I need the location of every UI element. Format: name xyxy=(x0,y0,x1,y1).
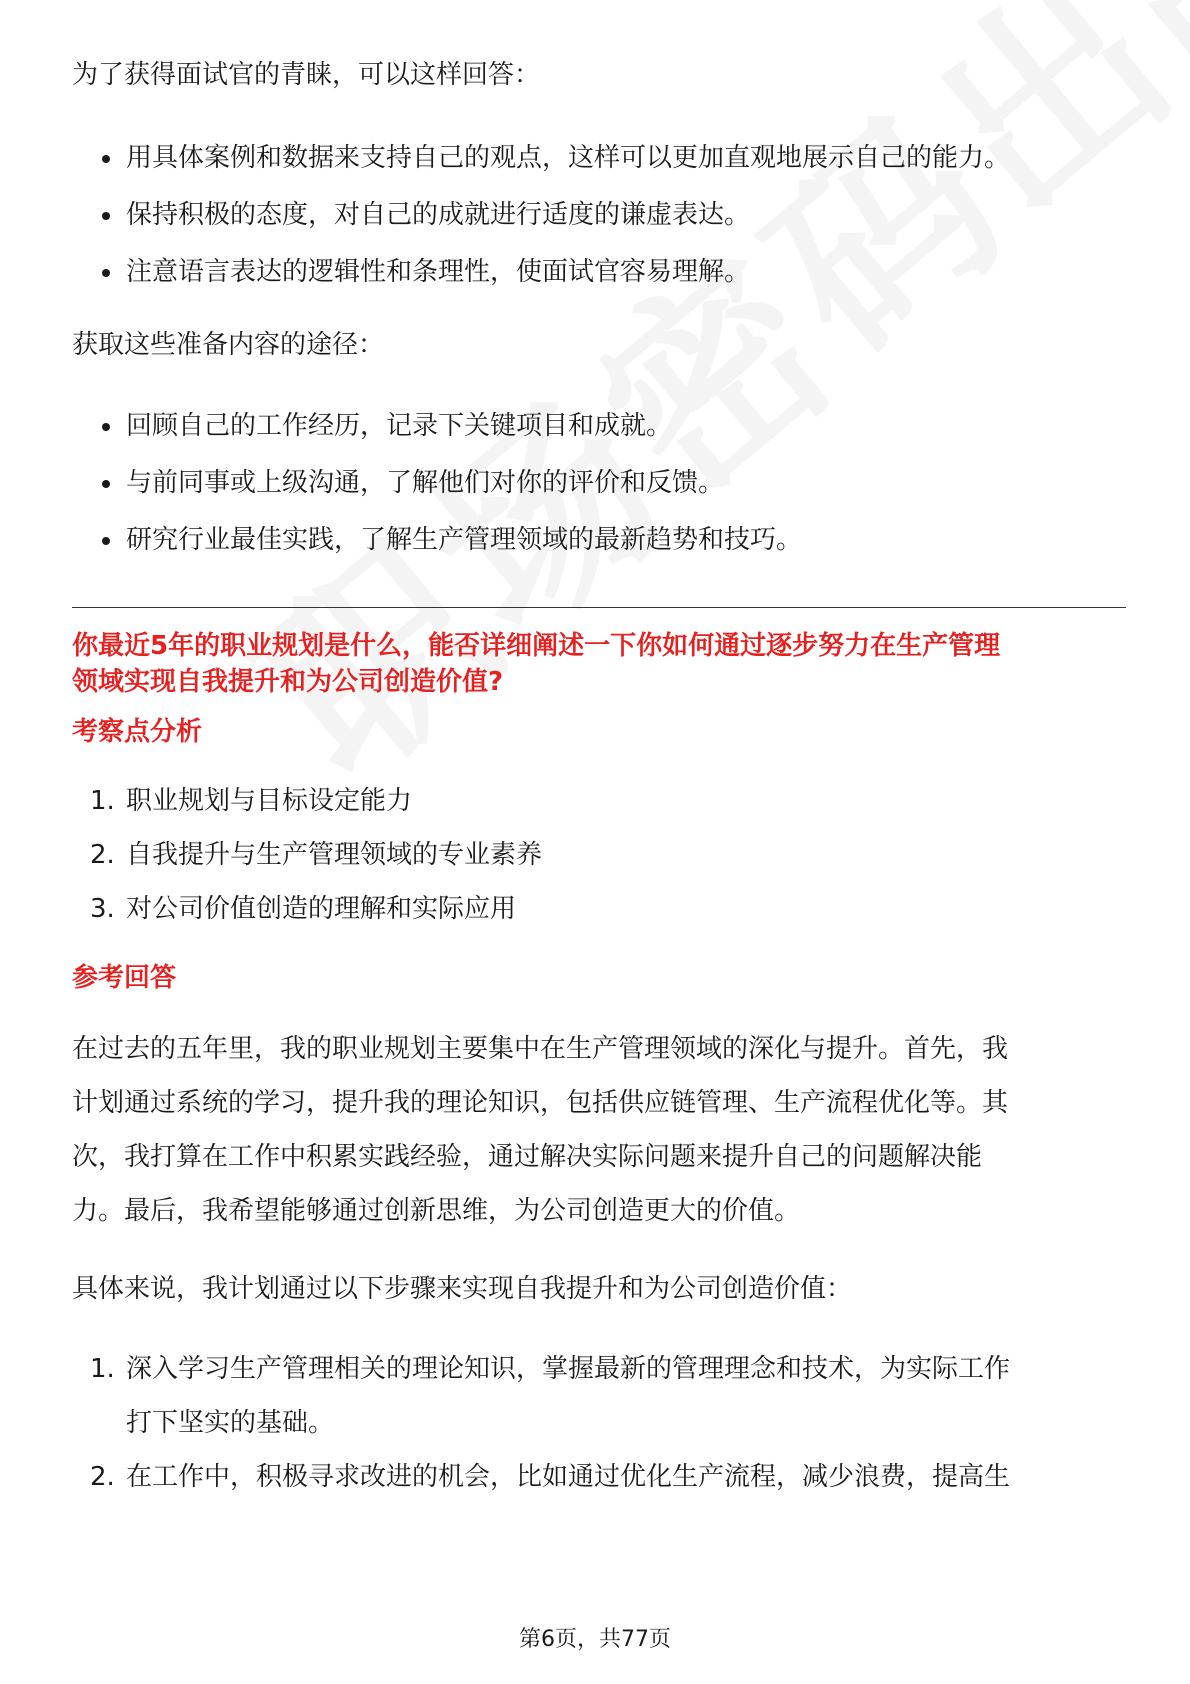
bullet-icon xyxy=(102,423,110,431)
bullet-icon xyxy=(102,480,110,488)
section1-bullet-list xyxy=(72,130,1126,301)
question-line-2: 领域实现自我提升和为公司创造价值? xyxy=(72,667,504,697)
list-item: 注意语言表达的逻辑性和条理性，使面试官容易理解。 xyxy=(72,244,1126,301)
list-item: 回顾自己的工作经历，记录下关键项目和成就。 xyxy=(72,398,1126,455)
analysis-heading: 考察点分析 xyxy=(72,717,203,747)
list-item: 1. 深入学习生产管理相关的理论知识，掌握最新的管理理念和技术，为实际工作 打下坚实的基础。 xyxy=(90,1354,1011,1438)
page-footer: 第6页，共77页 xyxy=(519,1627,671,1652)
answer-paragraph-2: 具体来说，我计划通过以下步骤来实现自我提升和为公司创造价值： xyxy=(72,1274,853,1304)
list-item: 研究行业最佳实践，了解生产管理领域的最新趋势和技巧。 xyxy=(72,512,1126,569)
bullet-icon xyxy=(102,212,110,220)
list-item: 2. 在工作中，积极寻求改进的机会，比如通过优化生产流程，减少浪费，提高生 xyxy=(90,1462,1011,1492)
section-divider xyxy=(72,607,1126,608)
steps-list xyxy=(72,1342,1126,1504)
list-item: 3. 对公司价值创造的理解和实际应用 xyxy=(90,894,517,924)
bullet-icon xyxy=(102,269,110,277)
bullet-icon xyxy=(102,155,110,163)
answer-paragraph-1: 在过去的五年里，我的职业规划主要集中在生产管理领域的深化与提升。首先，我 计划通过系统的学习，提升我的理论知识，包括供应链管理、生产流程优化等。其 次，我打算在工作中积累实践经验，通过解决实际问题来提升自己的问题解决能 力。最后，我希望能够通过创新思维，为公司创造更大的价值。 xyxy=(72,1034,1009,1226)
list-item: 1. 职业规划与目标设定能力 xyxy=(90,786,413,816)
list-item: 2. 自我提升与生产管理领域的专业素养 xyxy=(90,840,543,870)
analysis-list xyxy=(72,774,1126,936)
list-item: 保持积极的态度，对自己的成就进行适度的谦虚表达。 xyxy=(72,187,1126,244)
question-line-1: 你最近5年的职业规划是什么，能否详细阐述一下你如何通过逐步努力在生产管理 xyxy=(72,631,1001,661)
list-item: 用具体案例和数据来支持自己的观点，这样可以更加直观地展示自己的能力。 xyxy=(72,130,1126,187)
section1-intro: 为了获得面试官的青睐，可以这样回答： xyxy=(72,60,541,90)
list-item: 与前同事或上级沟通，了解他们对你的评价和反馈。 xyxy=(72,455,1126,512)
bullet-icon xyxy=(102,537,110,545)
answer-heading: 参考回答 xyxy=(72,963,177,993)
section2-intro: 获取这些准备内容的途径： xyxy=(72,330,385,360)
section2-bullet-list xyxy=(72,398,1126,569)
interview-question xyxy=(72,628,1126,700)
